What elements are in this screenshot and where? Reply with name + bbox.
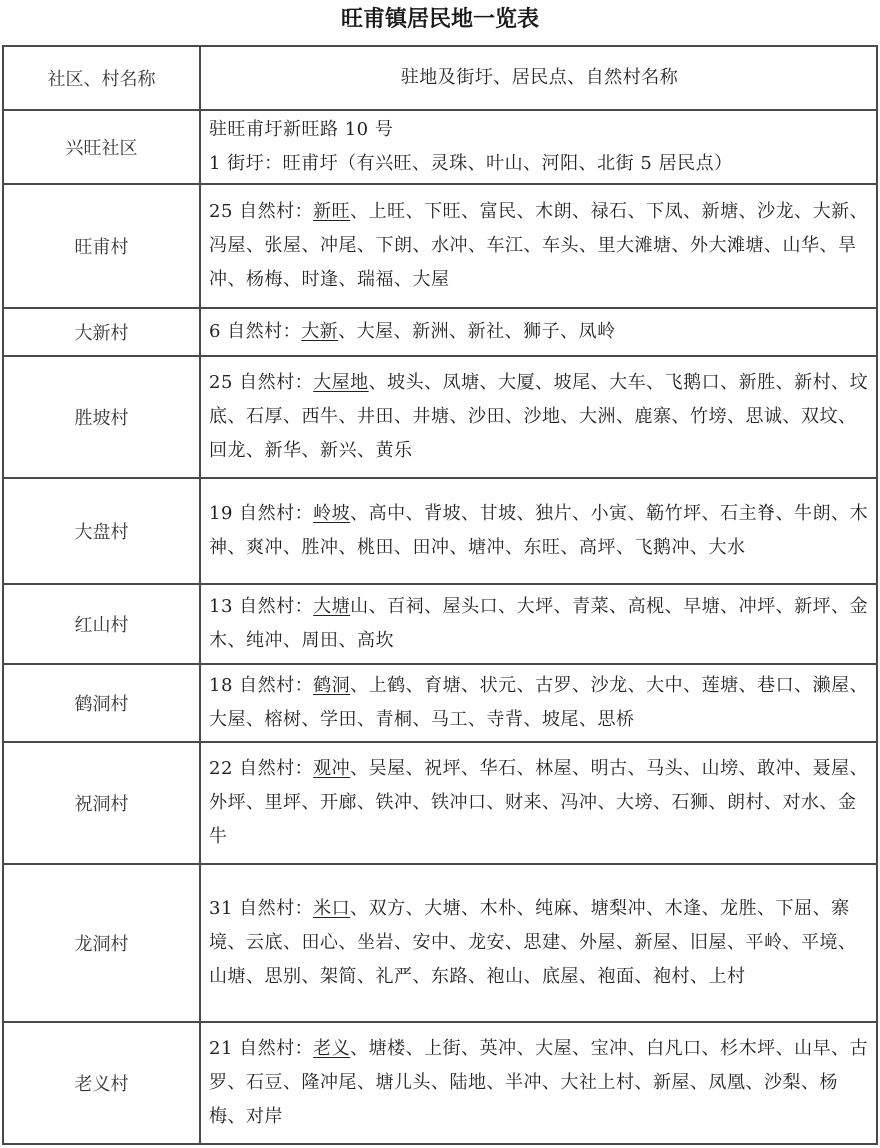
table-row — [3, 1022, 877, 1144]
row-prefix: 25 自然村： — [209, 372, 314, 393]
row-content — [200, 184, 877, 308]
row-content — [200, 110, 877, 184]
row-name: 红山村 — [3, 584, 200, 664]
table-row — [3, 742, 877, 864]
row-seat-village: 鹤洞 — [313, 675, 351, 696]
row-seat-village: 岭坡 — [313, 503, 351, 524]
row-content-line: 驻旺甫圩新旺路 10 号 — [209, 119, 394, 140]
row-content — [200, 742, 877, 864]
row-content — [200, 308, 877, 356]
header-name-cell: 社区、村名称 — [3, 46, 200, 110]
row-prefix: 22 自然村： — [209, 758, 314, 779]
row-seat-village: 米口 — [313, 898, 351, 919]
table-row — [3, 864, 877, 1022]
row-villages: 、高中、背坡、甘坡、独片、小寅、簕竹坪、石主脊、牛朗、木神、爽冲、胜冲、桃田、田冲、塘冲、东旺、高坪、飞鹅冲、大水 — [209, 503, 869, 558]
row-name: 大新村 — [3, 308, 200, 356]
row-seat-village: 新旺 — [313, 201, 351, 222]
row-seat-village: 大塘 — [313, 596, 351, 617]
row-villages: 、上鹤、育塘、状元、古罗、沙龙、大中、莲塘、巷口、濑屋、大屋、榕树、学田、青桐、马工、寺背、坡尾、思桥 — [209, 675, 869, 730]
row-prefix: 13 自然村： — [209, 596, 314, 617]
row-content — [200, 356, 877, 478]
row-name: 龙洞村 — [3, 864, 200, 1022]
row-prefix: 31 自然村： — [209, 898, 314, 919]
row-name: 老义村 — [3, 1022, 200, 1144]
row-prefix: 18 自然村： — [209, 675, 314, 696]
table-row — [3, 110, 877, 184]
row-content — [200, 864, 877, 1022]
row-prefix: 19 自然村： — [209, 503, 314, 524]
row-seat-village: 大新 — [301, 321, 339, 342]
table-row — [3, 184, 877, 308]
table-header-row — [3, 46, 877, 110]
row-villages: 山、百祠、屋头口、大坪、青菜、高枧、早塘、冲坪、新坪、金木、纯冲、周田、高坎 — [209, 596, 869, 651]
row-villages: 、坡头、凤塘、大厦、坡尾、大车、飞鹅口、新胜、新村、坟底、石厚、西牛、井田、井塘、沙田、沙地、大洲、鹿寨、竹塝、思诚、双坟、回龙、新华、新兴、黄乐 — [209, 372, 869, 461]
table-row — [3, 664, 877, 742]
row-seat-village: 大屋地 — [313, 372, 369, 393]
row-villages: 、上旺、下旺、富民、木朗、禄石、下凤、新塘、沙龙、大新、冯屋、张屋、冲尾、下朗、水冲、车江、车头、里大滩塘、外大滩塘、山华、旱冲、杨梅、时逢、瑞福、大屋 — [209, 201, 869, 290]
table-row — [3, 478, 877, 584]
row-villages: 、双方、大塘、木朴、纯麻、塘梨冲、木逢、龙胜、下屈、寨境、云底、田心、坐岩、安中、龙安、思建、外屋、新屋、旧屋、平岭、平境、山塘、思别、架简、礼严、东路、袍山、底屋、袍面、袍村、上村 — [209, 898, 857, 987]
header-content-cell: 驻地及街圩、居民点、自然村名称 — [200, 46, 877, 110]
row-prefix: 21 自然村： — [209, 1038, 314, 1059]
row-villages: 、塘楼、上街、英冲、大屋、宝冲、白凡口、杉木坪、山早、古罗、石豆、隆冲尾、塘儿头、陆地、半冲、大社上村、新屋、凤凰、沙梨、杨梅、对岸 — [209, 1038, 869, 1127]
row-prefix: 6 自然村： — [209, 321, 302, 342]
page-title: 旺甫镇居民地一览表 — [340, 7, 539, 32]
row-content — [200, 584, 877, 664]
row-content — [200, 664, 877, 742]
row-name: 鹤洞村 — [3, 664, 200, 742]
row-seat-village: 观冲 — [313, 758, 351, 779]
row-prefix: 25 自然村： — [209, 201, 314, 222]
row-villages: 、吴屋、祝坪、华石、林屋、明古、马头、山塝、敢冲、聂屋、外坪、里坪、开廊、铁冲、铁冲口、财来、冯冲、大塝、石狮、朗村、对水、金牛 — [209, 758, 869, 847]
row-name: 祝洞村 — [3, 742, 200, 864]
row-content — [200, 1022, 877, 1144]
row-name: 胜坡村 — [3, 356, 200, 478]
row-villages: 、大屋、新洲、新社、狮子、凤岭 — [338, 321, 616, 342]
table-row — [3, 308, 877, 356]
table-row — [3, 584, 877, 664]
residential-table — [2, 45, 878, 1145]
row-seat-village: 老义 — [313, 1038, 351, 1059]
row-name: 旺甫村 — [3, 184, 200, 308]
row-content-line: 1 街圩：旺甫圩（有兴旺、灵珠、叶山、河阳、北街 5 居民点） — [209, 153, 733, 174]
table-row — [3, 356, 877, 478]
row-content — [200, 478, 877, 584]
row-name: 兴旺社区 — [3, 110, 200, 184]
row-name: 大盘村 — [3, 478, 200, 584]
